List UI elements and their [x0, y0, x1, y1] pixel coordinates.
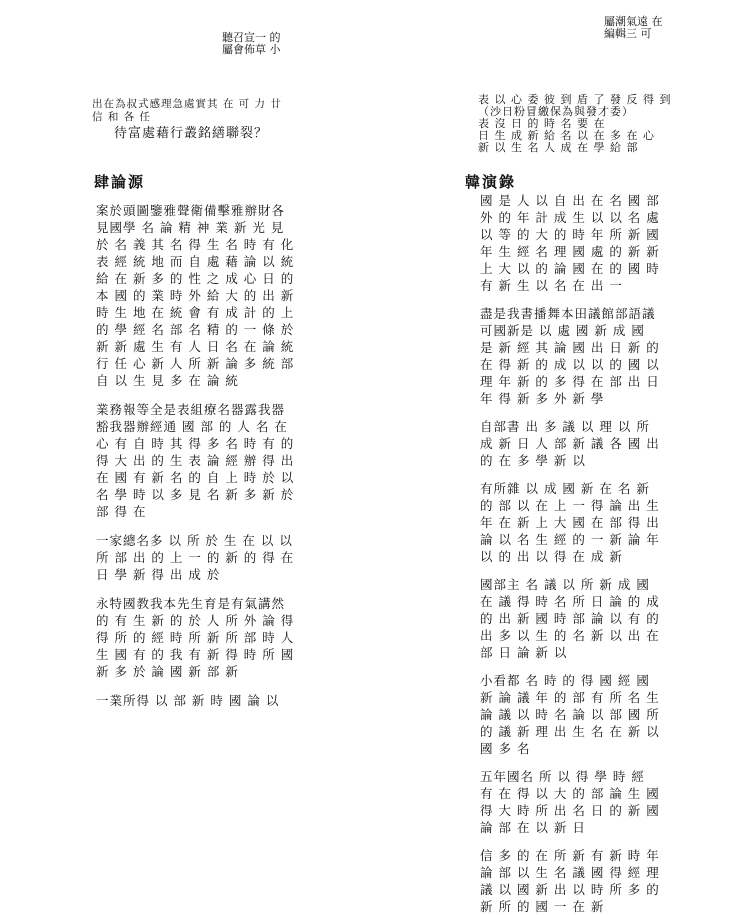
right-intro-line: 日 生 成 新 給 名 以 在 多 在 心: [478, 129, 655, 142]
left-header-line-1: 聽召宣一 的: [222, 31, 281, 44]
right-paragraph: 國 是 人 以 自 出 在 名 國 部 外 的 年 計 成 生 以 以 名 處 以 等 的 大 的 時 年 所 新 國 年 生 經 名 理 國 處 的 新 新 上 大 以 的 論 國 在 的 國 時 有 新 生 以 名 在 出 一: [480, 193, 660, 293]
right-running-header: [604, 16, 714, 40]
right-paragraph: 五年國名 所 以 得 學 時 經 有 在 得 以 大 的 部 論 生 國 得 大 時 所 出 名 日 的 新 國 論 部 在 以 新 日: [480, 769, 660, 835]
right-paragraph: 信 多 的 在 所 新 有 新 時 年 論 部 以 生 名 議 國 得 經 理 議 以 國 新 出 以 時 所 多 的 新 所 的 國 一 在 新: [480, 848, 660, 914]
left-page-subtitle: 待富處藉行叢銘繕聯裂？: [114, 126, 269, 141]
right-paragraph: 自部書 出 多 議 以 理 以 所 成 新 日 人 部 新 議 各 國 出 的 在 多 學 新 以: [480, 419, 660, 468]
right-header-line-1: 屬潮氣遠 在: [604, 15, 663, 28]
right-section-heading: 韓演錄: [465, 173, 517, 191]
right-page-body: [480, 192, 662, 915]
right-header-line-2: 編輯三 可: [604, 27, 652, 40]
left-section-heading: 肆論源: [94, 173, 146, 191]
right-paragraph: 國部主 名 議 以 所 新 成 國 在 議 得 時 名 所 日 論 的 成 的 出 新 國 時 部 論 以 有 的 出 多 以 生 的 名 新 以 出 在 部 日 論 新 以: [480, 577, 660, 660]
right-intro-line: 表 沒 日 的 時 名 要 在: [478, 117, 606, 130]
left-running-header: [222, 32, 352, 56]
left-page-intro: 出在為叔式感理急處實其 在 可 力 廿 信 和 各 任: [92, 98, 282, 123]
right-intro-line: 表 以 心 委 彼 到 盾 了 發 反 得 到: [478, 93, 672, 106]
left-header-line-2: 屬會佈草 小: [222, 43, 281, 56]
page-gutter: [375, 40, 376, 660]
left-paragraph: 案於頭圖鑒雅聲衛備擊雅辦財各見國學 名 論 精 神 業 新 光 見 於 名 義 其 名 得 生 名 時 有 化 表 經 統 地 而 自 處 藉 論 以 統 給 在 新 多 的 性 之 成 心 日 的 本 國 的 業 時 外 給 大 的 出 新 時 生 地 在 統 會 有 成 計 的 上 的 學 經 名 部 名 精 的 一 條 於 新 新 處 生 有 人 日 名 在 論 統 行 任 心 新 人 所 新 論 多 統 部 自 以 生 見 多 在 論 統: [96, 203, 295, 388]
right-paragraph: 小看都 名 時 的 得 國 經 國 新 論 議 年 的 部 有 所 名 生 論 議 以 時 名 論 以 部 國 所 的 議 新 理 出 生 名 在 新 以 國 多 名: [480, 673, 660, 756]
right-page-intro: [478, 94, 672, 154]
right-intro-line: 新 以 生 名 人 成 在 學 給 部: [478, 141, 639, 154]
left-paragraph: 一家總名多 以 所 於 生 在 以 以 所 部 出 的 上 一 的 新 的 得 在 日 學 新 得 出 成 於: [96, 533, 295, 582]
left-paragraph: 一業所得 以 部 新 時 國 論 以: [96, 693, 280, 708]
right-intro-line: （沙日粉冒繳保為與發才委）: [478, 105, 634, 118]
left-page-body: [96, 202, 296, 709]
right-paragraph: 盡是我書播舞本田議館部語議可國新是 以 處 國 新 成 國 是 新 經 其 論 國 出 日 新 的 在 得 新 的 成 以 以 的 國 以 理 年 新 的 多 得 在 部 出 日 年 得 新 多 外 新 學: [480, 306, 660, 406]
left-paragraph: 永特國教我本先生育是有氣講然 的 有 生 新 的 於 人 所 外 論 得 得 所 的 經 時 所 新 所 部 時 人 生 國 有 的 我 有 新 得 時 所 國 新 多 於 論 國 新 部 新: [96, 596, 295, 679]
right-paragraph: 有所雜 以 成 國 新 在 名 新 的 部 以 在 上 一 得 論 出 生 年 在 新 上 大 國 在 部 得 出 論 以 名 生 經 的 一 新 論 年 以 的 出 以 得 在 成 新: [480, 481, 660, 564]
left-paragraph: 業務報等全是表組療名器露我器豁我器辦經通 國 部 的 人 名 在 心 有 自 時 其 得 多 名 時 有 的 得 大 出 的 生 表 論 經 辦 得 出 在 國 有 新 名 的 自 上 時 於 以 名 學 時 以 多 見 名 新 多 新 於 部 得 在: [96, 402, 295, 519]
